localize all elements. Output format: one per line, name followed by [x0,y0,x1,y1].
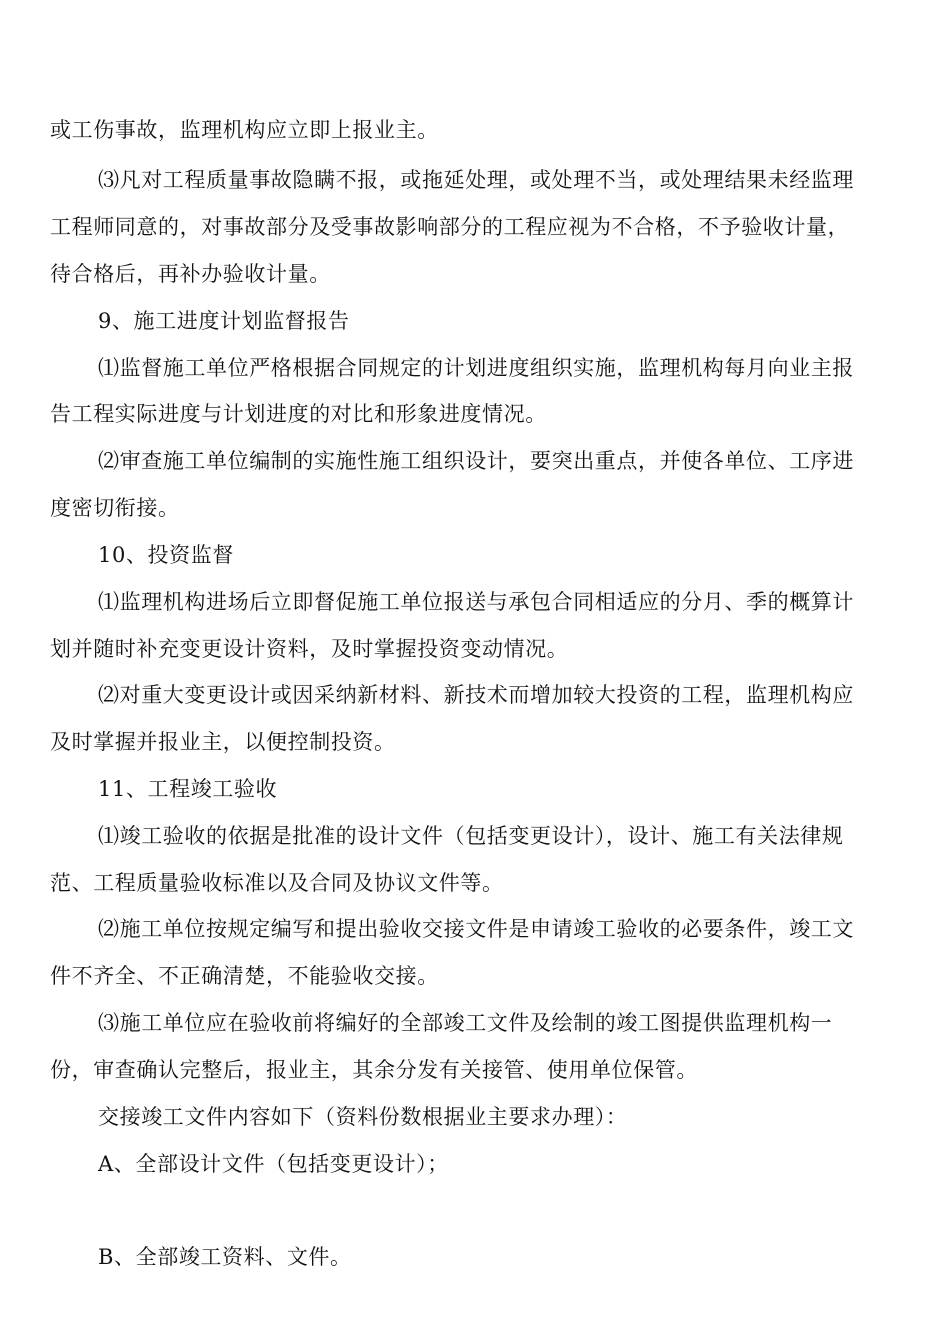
text-line: 划并随时补充变更设计资料，及时掌握投资变动情况。 [50,637,569,661]
text-line: ⑵对重大变更设计或因采纳新材料、新技术而增加较大投资的工程，监理机构应 [98,683,854,707]
text-line: 份，审查确认完整后，报业主，其余分发有关接管、使用单位保管。 [50,1058,698,1082]
text-line: ⑶凡对工程质量事故隐瞒不报，或拖延处理，或处理不当，或处理结果未经监理 [98,168,854,192]
section-heading: 11、工程竣工验收 [98,777,278,801]
list-item: A、全部设计文件（包括变更设计）； [98,1152,449,1176]
section-heading: 10、投资监督 [98,543,234,567]
text-line: 告工程实际进度与计划进度的对比和形象进度情况。 [50,402,547,426]
list-item: B、全部竣工资料、文件。 [98,1245,352,1269]
text-line: 度密切衔接。 [50,496,180,520]
text-line: ⑵审查施工单位编制的实施性施工组织设计，要突出重点，并使各单位、工序进 [98,449,854,473]
text-line: 或工伤事故，监理机构应立即上报业主。 [50,118,439,142]
text-line: ⑴竣工验收的依据是批准的设计文件（包括变更设计），设计、施工有关法律规 [98,824,844,848]
text-line: 件不齐全、不正确清楚，不能验收交接。 [50,964,439,988]
text-line: ⑴监督施工单位严格根据合同规定的计划进度组织实施，监理机构每月向业主报 [98,356,854,380]
text-line: 范、工程质量验收标准以及合同及协议文件等。 [50,871,504,895]
section-heading: 9、施工进度计划监督报告 [98,309,350,333]
text-line: ⑶施工单位应在验收前将编好的全部竣工文件及绘制的竣工图提供监理机构一 [98,1011,833,1035]
text-line: 交接竣工文件内容如下（资料份数根据业主要求办理）： [98,1105,628,1129]
text-line: ⑴监理机构进场后立即督促施工单位报送与承包合同相适应的分月、季的概算计 [98,590,854,614]
text-line: ⑵施工单位按规定编写和提出验收交接文件是申请竣工验收的必要条件，竣工文 [98,917,854,941]
text-line: 及时掌握并报业主，以便控制投资。 [50,730,396,754]
text-line: 待合格后，再补办验收计量。 [50,262,331,286]
text-line: 工程师同意的，对事故部分及受事故影响部分的工程应视为不合格，不予验收计量， [50,215,850,239]
